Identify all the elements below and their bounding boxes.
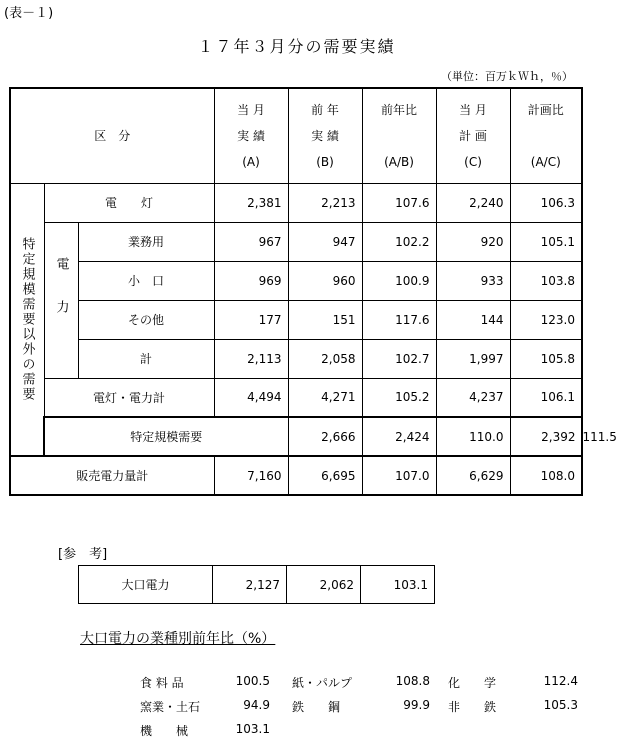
table-row [10,378,582,417]
industry-value: 108.8 [395,674,430,688]
header-ac [510,88,582,183]
table-cell: 2,062 [287,566,361,604]
header-text: 前 年 [311,102,339,117]
header-text: 実 績 [237,128,265,143]
table-cell: 2,424 [362,417,436,456]
industry-value: 103.1 [235,722,270,736]
table-cell: 105.2 [362,378,436,417]
table-cell: 2,392 [510,417,582,456]
table-cell: 151 [288,300,362,339]
page-title: １７年３月分の需要実績 [197,37,396,56]
header-text: 当 月 [237,102,265,117]
demand-table [9,87,617,496]
header-text: 計画比 [527,102,564,117]
table-row [10,261,582,300]
reference-label: [参 考] [58,547,108,562]
table-cell: 967 [214,222,288,261]
industry-value: 105.3 [543,698,578,712]
industry-name: 窯業・土石 [140,700,201,714]
table-cell: 1,997 [436,339,510,378]
table-cell: 販売電力量計 [10,456,214,495]
table-cell: その他 [78,300,214,339]
industry-value: 100.5 [235,674,270,688]
table-cell: 4,237 [436,378,510,417]
industry-name: 化 学 [448,676,497,690]
header-c [436,88,510,183]
industry-name: 鉄 鋼 [292,700,341,714]
table-cell: 103.8 [510,261,582,300]
table-cell: 920 [436,222,510,261]
table-cell: 103.1 [361,566,435,604]
table-cell: 108.0 [510,456,582,495]
industry-title: 大口電力の業種別前年比（%） [80,631,276,647]
table-cell: 6,629 [436,456,510,495]
header-text: 電力 [53,257,69,343]
table-cell: 大口電力 [79,566,213,604]
table-cell: 2,058 [288,339,362,378]
table-cell: 969 [214,261,288,300]
header-text [511,123,582,149]
header-text: 実 績 [311,128,339,143]
table-tag: (表－１) [4,6,54,21]
table-cell: 933 [436,261,510,300]
table-row [10,456,582,495]
header-a [214,88,288,183]
table-cell: 2,666 [288,417,362,456]
table-row [10,300,582,339]
table-cell: 105.1 [510,222,582,261]
table-cell: 107.6 [362,183,436,222]
group-power-label [44,222,78,378]
industry-name: 機 械 [140,724,189,738]
table-row [10,339,582,378]
industry-name: 紙・パルプ [292,676,353,690]
header-ab [362,88,436,183]
group-outer-label [10,183,44,456]
table-cell: 2,381 [214,183,288,222]
header-text: 特定規模需要以外の需要 [19,236,35,402]
table-cell: 特定規模需要 [44,417,288,456]
unit-note: （単位：百万ｋＷｈ，％） [441,70,573,83]
table-cell: 2,127 [213,566,287,604]
header-row [10,88,582,183]
header-text: 計 画 [459,128,487,143]
table-row [10,183,582,222]
table-cell: 947 [288,222,362,261]
table-cell: 100.9 [362,261,436,300]
header-text [363,123,436,149]
header-text: 当 月 [459,102,487,117]
header-text: 前年比 [381,102,418,117]
table-cell: 177 [214,300,288,339]
header-text: (C) [464,154,482,169]
industry-name: 食 料 品 [140,676,184,690]
header-category: 区 分 [10,88,214,183]
table-cell: 123.0 [510,300,582,339]
header-b [288,88,362,183]
table-cell: 102.2 [362,222,436,261]
table-cell: 4,271 [288,378,362,417]
industry-value: 94.9 [243,698,270,712]
table-cell: 107.0 [362,456,436,495]
table-cell: 7,160 [214,456,288,495]
table-cell: 4,494 [214,378,288,417]
table-cell: 144 [436,300,510,339]
table-cell: 960 [288,261,362,300]
table-cell: 117.6 [362,300,436,339]
table-cell: 110.0 [436,417,510,456]
table-cell: 小 口 [78,261,214,300]
table-cell: 業務用 [78,222,214,261]
table-cell: 計 [78,339,214,378]
table-cell: 2,213 [288,183,362,222]
header-text: (A/B) [384,154,414,169]
table-cell: 2,113 [214,339,288,378]
table-cell: 106.1 [510,378,582,417]
industry-value: 99.9 [403,698,430,712]
header-text: (B) [316,154,334,169]
industry-value: 112.4 [543,674,578,688]
industry-name: 非 鉄 [448,700,497,714]
table-row [10,222,582,261]
table-row [79,566,435,604]
header-text: (A) [242,154,260,169]
table-cell: 106.3 [510,183,582,222]
table-cell: 6,695 [288,456,362,495]
header-text: (A/C) [530,154,561,169]
table-row: 特定規模需要 2,666 2,424 110.0 2,392 111.5 [10,417,582,456]
table-cell: 電 灯 [44,183,214,222]
table-cell: 電灯・電力計 [44,378,214,417]
table-cell: 102.7 [362,339,436,378]
reference-table [78,565,435,604]
table-cell: 2,240 [436,183,510,222]
table-cell: 105.8 [510,339,582,378]
